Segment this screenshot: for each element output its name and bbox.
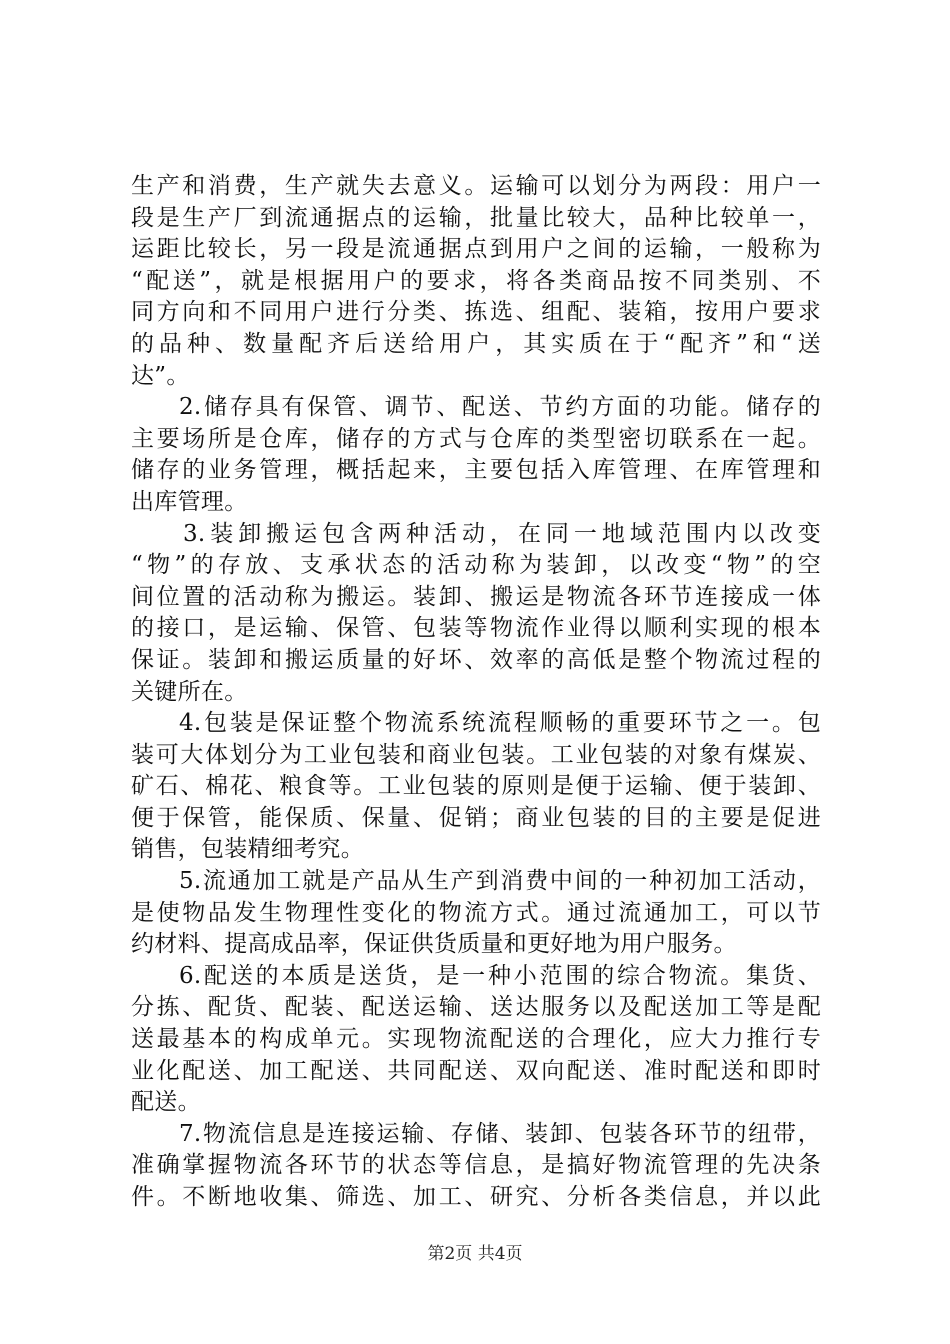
text-line: 7.物流信息是连接运输、存储、装卸、包装各环节的纽带， [179, 1120, 821, 1147]
text-line: 分拣、配货、配装、配送运输、送达服务以及配送加工等是配 [131, 994, 821, 1021]
text-line: 的品种、数量配齐后送给用户，其实质在于“配齐”和“送 [131, 330, 821, 357]
text-line: “配送”，就是根据用户的要求，将各类商品按不同类别、不 [131, 267, 821, 294]
text-line: 销售，包装精细考究。 [131, 836, 364, 863]
text-line: 运距比较长，另一段是流通据点到用户之间的运输，一般称为 [131, 236, 821, 263]
text-line: 达”。 [131, 362, 190, 389]
text-line: 装可大体划分为工业包装和商业包装。工业包装的对象有煤炭、 [131, 741, 821, 768]
text-line: 便于保管，能保质、保量、促销；商业包装的目的主要是促进 [131, 804, 821, 831]
text-line: 约材料、提高成品率，保证供货质量和更好地为用户服务。 [131, 931, 737, 958]
text-line: 5.流通加工就是产品从生产到消费中间的一种初加工活动， [179, 868, 821, 895]
text-line: 是使物品发生物理性变化的物流方式。通过流通加工，可以节 [131, 899, 821, 926]
text-line: 配送。 [131, 1089, 201, 1116]
text-line: 业化配送、加工配送、共同配送、双向配送、准时配送和即时 [131, 1057, 821, 1084]
text-line: 间位置的活动称为搬运。装卸、搬运是物流各环节连接成一体 [131, 583, 821, 610]
document-body [131, 171, 821, 1214]
text-line: 件。不断地收集、筛选、加工、研究、分析各类信息，并以此 [131, 1184, 821, 1210]
text-line: 同方向和不同用户进行分类、拣选、组配、装箱，按用户要求 [131, 299, 821, 326]
text-line: 主要场所是仓库，储存的方式与仓库的类型密切联系在一起。 [131, 425, 821, 452]
text-line: 段是生产厂到流通据点的运输，批量比较大，品种比较单一， [131, 204, 821, 231]
text-line: 4.包装是保证整个物流系统流程顺畅的重要环节之一。包 [179, 710, 821, 737]
text-line: 送最基本的构成单元。实现物流配送的合理化，应大力推行专 [131, 1026, 821, 1053]
text-line: 关键所在。 [131, 678, 248, 705]
text-line: 保证。装卸和搬运质量的好坏、效率的高低是整个物流过程的 [131, 646, 821, 673]
text-line: 储存的业务管理，概括起来，主要包括入库管理、在库管理和 [131, 457, 821, 484]
page-footer [0, 1243, 950, 1265]
text-line: 矿石、棉花、粮食等。工业包装的原则是便于运输、便于装卸、 [131, 773, 821, 800]
text-line: 2.储存具有保管、调节、配送、节约方面的功能。储存的 [179, 394, 821, 421]
text-line: 3.装卸搬运包含两种活动，在同一地域范围内以改变 [183, 520, 821, 547]
text-line: 6.配送的本质是送货，是一种小范围的综合物流。集货、 [179, 962, 821, 989]
text-line: 准确掌握物流各环节的状态等信息，是搞好物流管理的先决条 [131, 1152, 821, 1179]
text-line: 出库管理。 [131, 488, 248, 515]
text-line: 的接口，是运输、保管、包装等物流作业得以顺利实现的根本 [131, 615, 821, 642]
text-line: 生产和消费，生产就失去意义。运输可以划分为两段：用户一 [131, 173, 821, 199]
text-line: “物”的存放、支承状态的活动称为装卸，以改变“物”的空 [131, 552, 821, 579]
page-number-label: 第2页 共4页 [427, 1244, 523, 1264]
